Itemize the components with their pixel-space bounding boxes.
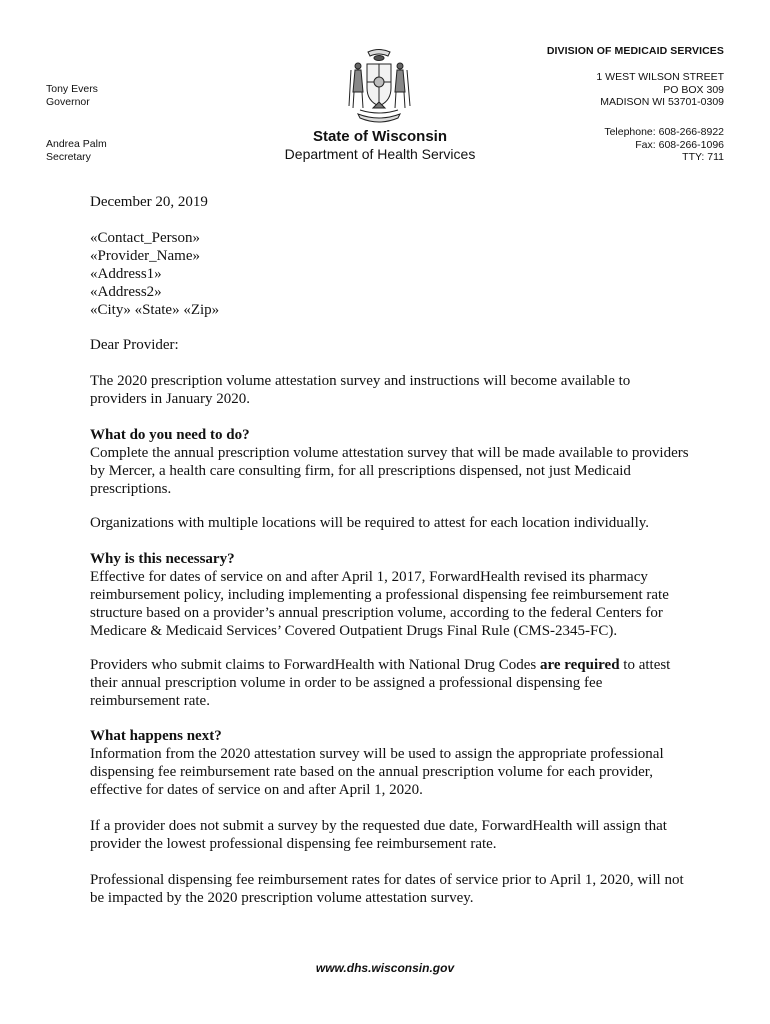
section-what-next xyxy=(90,727,690,799)
fax: Fax: 608-266-1096 xyxy=(635,138,724,151)
requirement-text: Providers who submit claims to ForwardHealth with National Drug Codes xyxy=(90,657,540,673)
governor-title: Governor xyxy=(46,95,90,108)
letter-date: December 20, 2019 xyxy=(90,194,208,210)
intro-paragraph: The 2020 prescription volume attestation survey and instructions will become available to providers in January 2020. xyxy=(90,373,631,407)
section-heading: What do you need to do? xyxy=(90,427,250,443)
website-link[interactable]: www.dhs.wisconsin.gov xyxy=(315,961,455,975)
contact-numbers xyxy=(604,126,724,164)
tty: TTY: 711 xyxy=(682,151,724,163)
state-seal-icon xyxy=(338,46,420,128)
salutation: Dear Provider: xyxy=(90,337,179,353)
secretary-block xyxy=(46,138,107,163)
recipient-line: «Address2» xyxy=(90,284,162,300)
secretary-title: Secretary xyxy=(46,150,91,163)
governor-block xyxy=(46,83,98,108)
division-name: DIVISION OF MEDICAID SERVICES xyxy=(546,45,724,57)
recipient-block xyxy=(90,229,690,319)
requirement-emphasis: are required xyxy=(539,657,620,673)
section-body: Effective for dates of service on and after April 1, 2017, ForwardHealth revised its pharmacy reimbursement policy, including implementing a professional dispensing fee reimbursement rate structure based on a provider’s annual prescription volume, according to the federal Centers for Medicare & Medicaid Services’ Covered Outpatient Drugs Final Rule (CMS-2345-FC). xyxy=(90,569,669,639)
section-what-to-do xyxy=(90,426,690,498)
recipient-line: «Address1» xyxy=(90,266,162,282)
section-heading: Why is this necessary? xyxy=(90,551,235,567)
requirement-paragraph xyxy=(90,656,690,710)
governor-name: Tony Evers xyxy=(46,83,98,95)
prior-dates-paragraph: Professional dispensing fee reimbursement rates for dates of service prior to April 1, 2020, will not be impacted by the 2020 prescription volume attestation survey. xyxy=(90,872,684,906)
secretary-name: Andrea Palm xyxy=(46,138,107,150)
address-line: MADISON WI 53701-0309 xyxy=(600,96,724,108)
recipient-line: «City» «State» «Zip» xyxy=(90,302,220,318)
requirement-text: to attest their annual prescription volume in order to be assigned a professional dispensing fee reimbursement rate. xyxy=(90,657,671,709)
telephone: Telephone: 608-266-8922 xyxy=(604,126,724,138)
section-heading: What happens next? xyxy=(90,728,222,744)
no-survey-paragraph: If a provider does not submit a survey by the requested due date, ForwardHealth will assign that provider the lowest professional dispensing fee reimbursement rate. xyxy=(90,818,667,852)
section-body: Information from the 2020 attestation survey will be used to assign the appropriate professional dispensing fee reimbursement rate based on the annual prescription volume for each provider, effective for dates of service on and after April 1, 2020. xyxy=(90,746,664,798)
multiple-locations-paragraph: Organizations with multiple locations will be required to attest for each location individually. xyxy=(90,515,650,531)
recipient-line: «Contact_Person» xyxy=(90,230,200,246)
address-line: 1 WEST WILSON STREET xyxy=(596,71,724,83)
section-body: Complete the annual prescription volume attestation survey that will be made available to providers by Mercer, a health care consulting firm, for all prescriptions dispensed, not just Medicaid prescriptions. xyxy=(90,445,689,497)
recipient-line: «Provider_Name» xyxy=(90,248,200,264)
state-name: State of Wisconsin xyxy=(312,128,448,145)
mailing-address xyxy=(596,71,724,109)
address-line: PO BOX 309 xyxy=(663,83,724,96)
section-why-necessary xyxy=(90,550,690,640)
department-name: Department of Health Services xyxy=(284,146,476,162)
